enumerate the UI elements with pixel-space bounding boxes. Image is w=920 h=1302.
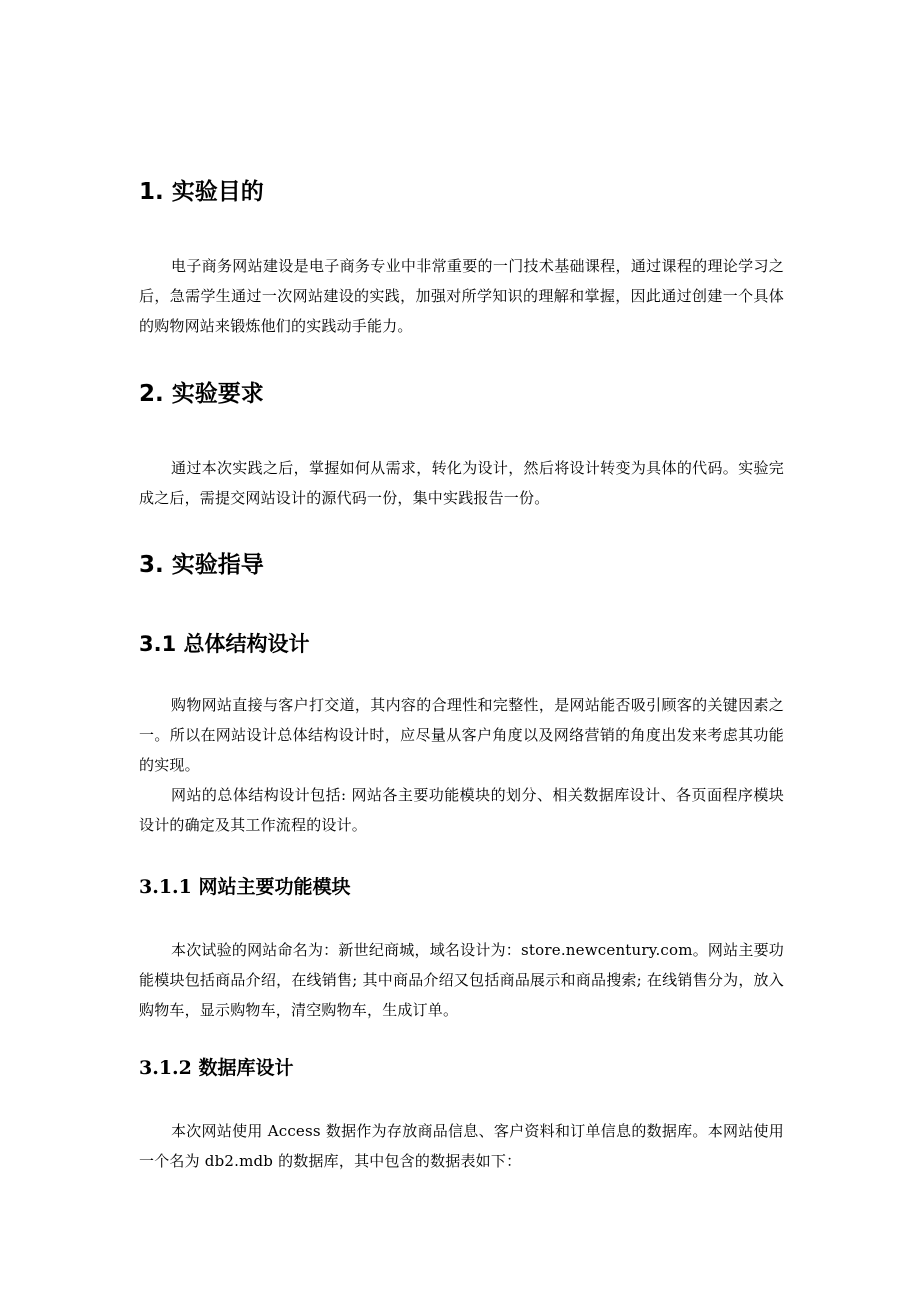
heading-database-design: 3.1.2 数据库设计 bbox=[139, 1057, 294, 1079]
heading-experiment-purpose: 1. 实验目的 bbox=[139, 179, 264, 205]
section-3-1-heading bbox=[139, 630, 784, 658]
section-3-1-1-heading bbox=[139, 874, 784, 900]
section-2-body bbox=[139, 453, 784, 513]
heading-main-function-modules: 3.1.1 网站主要功能模块 bbox=[139, 876, 351, 898]
section-3-1-1-body bbox=[139, 935, 784, 1025]
section-2-heading bbox=[139, 379, 784, 409]
heading-experiment-requirements: 2. 实验要求 bbox=[139, 381, 264, 407]
section-1-body bbox=[139, 251, 784, 341]
paragraph-database-design: 本次网站使用 Access 数据作为存放商品信息、客户资料和订单信息的数据库。本网站使用一个名为 db2.mdb 的数据库，其中包含的数据表如下： bbox=[139, 1122, 784, 1170]
heading-overall-structure-design: 3.1 总体结构设计 bbox=[139, 632, 310, 656]
paragraph-experiment-requirements: 通过本次实践之后，掌握如何从需求，转化为设计，然后将设计转变为具体的代码。实验完成之后，需提交网站设计的源代码一份，集中实践报告一份。 bbox=[139, 459, 784, 507]
section-3-heading bbox=[139, 550, 784, 580]
paragraph-overall-structure-2: 网站的总体结构设计包括: 网站各主要功能模块的划分、相关数据库设计、各页面程序模块设计的确定及其工作流程的设计。 bbox=[139, 786, 784, 834]
paragraph-overall-structure-1: 购物网站直接与客户打交道，其内容的合理性和完整性，是网站能否吸引顾客的关键因素之一。所以在网站设计总体结构设计时，应尽量从客户角度以及网络营销的角度出发来考虑其功能的实现。 bbox=[139, 696, 784, 774]
section-3-1-2-heading bbox=[139, 1055, 784, 1081]
paragraph-main-function-modules: 本次试验的网站命名为：新世纪商城，域名设计为：store.newcentury.com。网站主要功能模块包括商品介绍，在线销售; 其中商品介绍又包括商品展示和商品搜索; 在线销售分为，放入购物车，显示购物车，清空购物车，生成订单。 bbox=[139, 941, 784, 1019]
paragraph-experiment-purpose: 电子商务网站建设是电子商务专业中非常重要的一门技术基础课程，通过课程的理论学习之后，急需学生通过一次网站建设的实践，加强对所学知识的理解和掌握，因此通过创建一个具体的购物网站来锻炼他们的实践动手能力。 bbox=[139, 257, 784, 335]
section-1-heading bbox=[139, 177, 784, 207]
section-3-1-2-body bbox=[139, 1116, 784, 1176]
section-3-1-body bbox=[139, 690, 784, 840]
heading-experiment-guidance: 3. 实验指导 bbox=[139, 552, 264, 578]
